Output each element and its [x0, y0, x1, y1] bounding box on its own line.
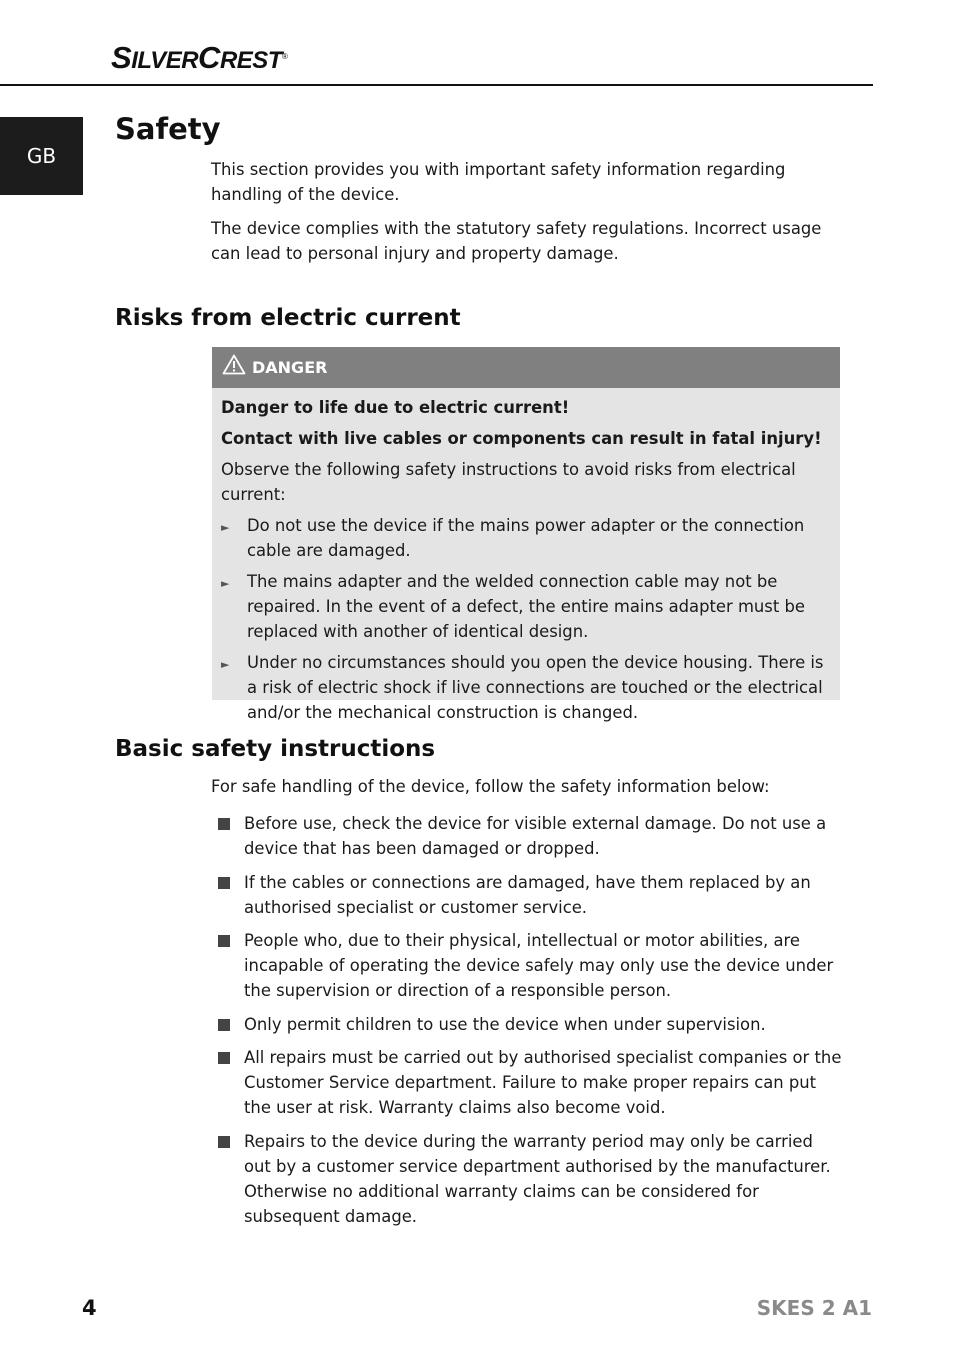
language-tab: GB — [0, 117, 83, 195]
warning-triangle-icon — [222, 354, 246, 375]
header-rule — [0, 84, 873, 86]
danger-notice — [212, 347, 840, 722]
square-bullet-icon — [218, 1012, 244, 1037]
basic-safety-list — [218, 811, 842, 1237]
danger-label: DANGER — [252, 358, 328, 377]
danger-headline: Danger to life due to electric current! — [221, 398, 570, 417]
model-number: SKES 2 A1 — [756, 1296, 872, 1320]
page-title: Safety — [115, 112, 221, 146]
danger-header — [212, 347, 840, 388]
square-bullet-icon — [218, 928, 244, 1003]
arrow-bullet-icon: ► — [221, 577, 230, 590]
arrow-bullet-icon: ► — [221, 521, 230, 534]
list-item: All repairs must be carried out by authorised specialist companies or the Customer Service department. Failure to make proper repairs can put the user at risk. Warranty claims also become void. — [218, 1045, 842, 1120]
list-item: Repairs to the device during the warranty period may only be carried out by a customer service department authorised by the manufacturer. Otherwise no additional warranty claims can be considered for subsequent damage. — [218, 1129, 842, 1229]
danger-intro: Observe the following safety instructions to avoid risks from electrical current: — [221, 460, 796, 504]
list-item: Only permit children to use the device when under supervision. — [218, 1012, 842, 1037]
list-item: If the cables or connections are damaged, have them replaced by an authorised specialist or customer service. — [218, 870, 842, 920]
page-number: 4 — [82, 1296, 97, 1320]
square-bullet-icon — [218, 1045, 244, 1120]
basic-intro: For safe handling of the device, follow the safety information below: — [211, 777, 770, 796]
square-bullet-icon — [218, 1129, 244, 1229]
section-title-electric: Risks from electric current — [115, 305, 461, 331]
list-item: ► The mains adapter and the welded connection cable may not be repaired. In the event of a defect, the entire mains adapter must be replaced with another of identical design. — [221, 569, 831, 644]
list-item: People who, due to their physical, intellectual or motor abilities, are incapable of operating the device safely may only use the device under the supervision or direction of a responsible person. — [218, 928, 842, 1003]
brand-logo: SILVERCREST® — [111, 40, 288, 75]
safety-intro-paragraph: This section provides you with important safety information regarding handling of the device. — [211, 160, 786, 204]
list-item: Before use, check the device for visible external damage. Do not use a device that has been damaged or dropped. — [218, 811, 842, 861]
safety-compliance-paragraph: The device complies with the statutory safety regulations. Incorrect usage can lead to personal injury and property damage. — [211, 219, 822, 263]
list-item: ► Do not use the device if the mains power adapter or the connection cable are damaged. — [221, 513, 831, 563]
arrow-bullet-icon: ► — [221, 658, 230, 671]
list-item: ► Under no circumstances should you open the device housing. There is a risk of electric shock if live connections are touched or the electrical and/or the mechanical construction is changed. — [221, 650, 831, 725]
danger-subheadline: Contact with live cables or components can result in fatal injury! — [221, 429, 822, 448]
square-bullet-icon — [218, 870, 244, 920]
square-bullet-icon — [218, 811, 244, 861]
section-title-basic: Basic safety instructions — [115, 736, 436, 762]
